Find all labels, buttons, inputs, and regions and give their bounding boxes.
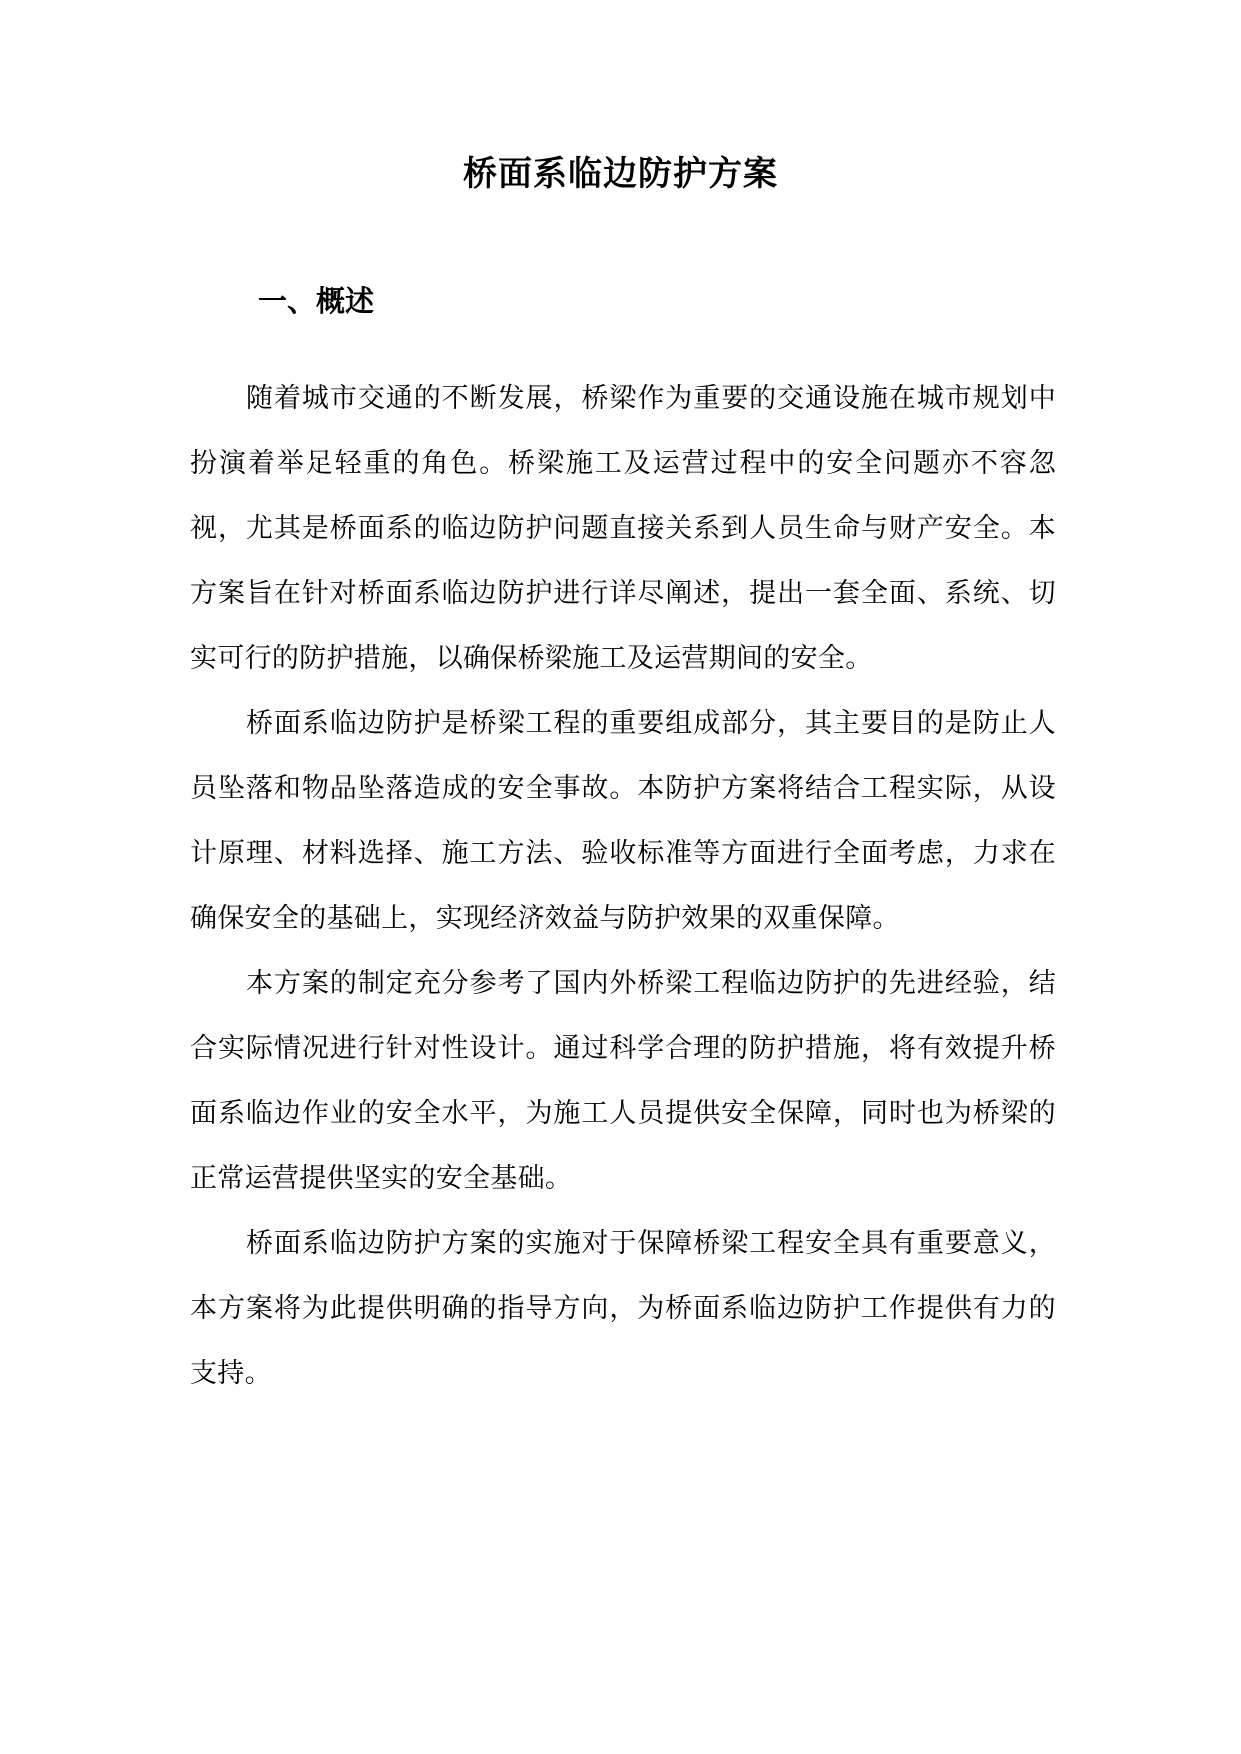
paragraph-4: 桥面系临边防护方案的实施对于保障桥梁工程安全具有重要意义，本方案将为此提供明确的指导方向，为桥面系临边防护工作提供有力的支持。: [190, 1228, 1056, 1389]
paragraph-1: 随着城市交通的不断发展，桥梁作为重要的交通设施在城市规划中扮演着举足轻重的角色。桥梁施工及运营过程中的安全问题亦不容忽视，尤其是桥面系的临边防护问题直接关系到人员生命与财产安全。本方案旨在针对桥面系临边防护进行详尽阐述，提出一套全面、系统、切实可行的防护措施，以确保桥梁施工及运营期间的安全。: [190, 383, 1056, 674]
document-title: 桥面系临边防护方案: [463, 154, 778, 194]
document-body: [190, 366, 1056, 1406]
paragraph-2: 桥面系临边防护是桥梁工程的重要组成部分，其主要目的是防止人员坠落和物品坠落造成的安全事故。本防护方案将结合工程实际，从设计原理、材料选择、施工方法、验收标准等方面进行全面考虑，力求在确保安全的基础上，实现经济效益与防护效果的双重保障。: [190, 708, 1056, 934]
paragraph-3: 本方案的制定充分参考了国内外桥梁工程临边防护的先进经验，结合实际情况进行针对性设计。通过科学合理的防护措施，将有效提升桥面系临边作业的安全水平，为施工人员提供安全保障，同时也为桥梁的正常运营提供坚实的安全基础。: [190, 968, 1056, 1194]
section-heading-overview: 一、概述: [258, 284, 375, 318]
